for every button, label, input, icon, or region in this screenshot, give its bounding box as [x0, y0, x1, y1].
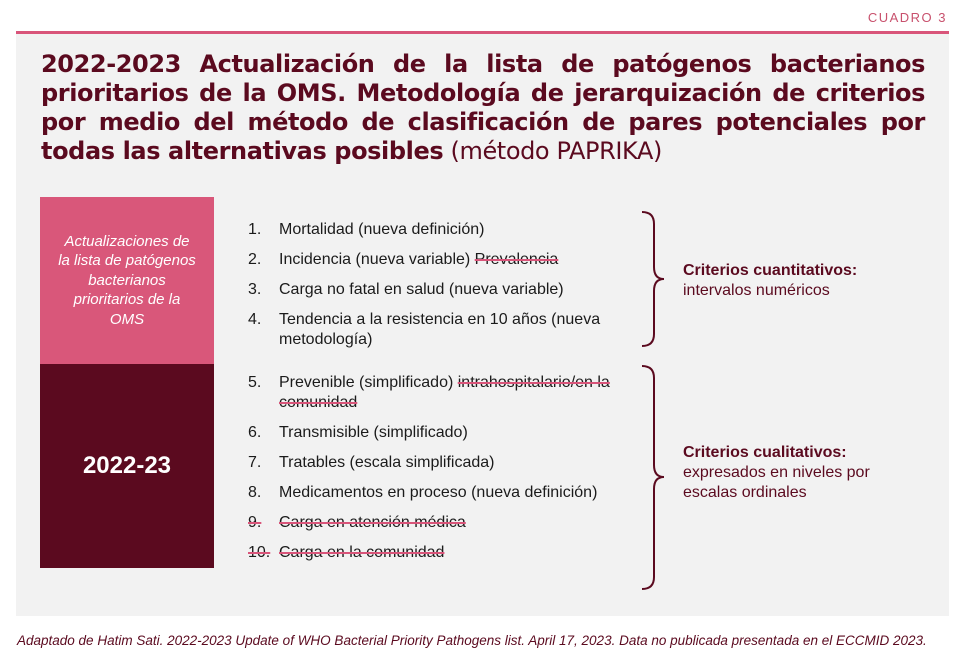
group-description: intervalos numéricos — [683, 282, 830, 299]
period-block — [40, 364, 214, 568]
title-method: (método PAPRIKA) — [450, 137, 662, 165]
source-note: Adaptado de Hatim Sati. 2022-2023 Update of WHO Bacterial Priority Pathogens list. April 17, 2023. Data no publicada presentada en el ECCMID 2023. — [17, 633, 927, 648]
box-title — [41, 50, 925, 166]
box-label: CUADRO 3 — [867, 10, 947, 25]
criterion-number: 7. — [248, 454, 262, 471]
quantitative-criteria-label — [683, 261, 857, 301]
left-label-block — [40, 197, 214, 364]
criterion-text-wrap — [279, 373, 629, 413]
group-heading: Criterios cuantitativos: — [683, 262, 858, 279]
criterion-struck-text: Carga en atención médica — [279, 514, 466, 531]
criterion-number: 2. — [248, 251, 262, 268]
right-brace-icon — [640, 364, 670, 591]
period-label: 2022-23 — [82, 452, 172, 479]
right-brace-icon — [640, 210, 670, 348]
criterion-text-wrap — [279, 543, 629, 563]
criterion-number: 5. — [248, 374, 262, 391]
criterion-number: 6. — [248, 424, 262, 441]
criterion-text: Medicamentos en proceso (nueva definición) — [279, 484, 598, 501]
criterion-text: Tratables (escala simplificada) — [279, 454, 495, 471]
criterion-struck-text: Prevalencia — [474, 251, 559, 268]
left-label-text: Actualizaciones de la lista de patógenos bacterianos prioritarios de la OMS — [58, 232, 196, 328]
criterion-struck-text: intrahospitalario/en la comunidad — [279, 374, 610, 411]
criterion-text-wrap — [279, 513, 629, 533]
criterion-number: 3. — [248, 281, 262, 298]
title-bold: 2022-2023 Actualización de la lista de patógenos bacterianos prioritarios de la OMS. Metodología de jerarquización de criterios por medio del método de clasificación de pares potenciales por todas las alternativas posibles — [41, 50, 925, 165]
criterion-number: 8. — [248, 484, 262, 501]
criterion-text: Carga no fatal en salud (nueva variable) — [279, 281, 564, 298]
criterion-number: 4. — [248, 311, 262, 328]
criterion-text: Incidencia (nueva variable) — [279, 251, 475, 268]
criterion-struck-text: Carga en la comunidad — [279, 544, 445, 561]
criterion-text-wrap — [279, 250, 629, 270]
criterion-number: 1. — [248, 221, 262, 238]
criterion-number: 9. — [248, 514, 262, 531]
qualitative-criteria-label — [683, 443, 873, 503]
criterion-text: Tendencia a la resistencia en 10 años (nueva metodología) — [279, 311, 601, 348]
group-heading: Criterios cualitativos: — [683, 444, 847, 461]
criterion-text: Prevenible (simplificado) — [279, 374, 458, 391]
criterion-text: Mortalidad (nueva definición) — [279, 221, 485, 238]
criterion-text: Transmisible (simplificado) — [279, 424, 468, 441]
group-description: expresados en niveles por escalas ordinales — [683, 464, 870, 501]
criterion-number: 10. — [248, 544, 271, 561]
